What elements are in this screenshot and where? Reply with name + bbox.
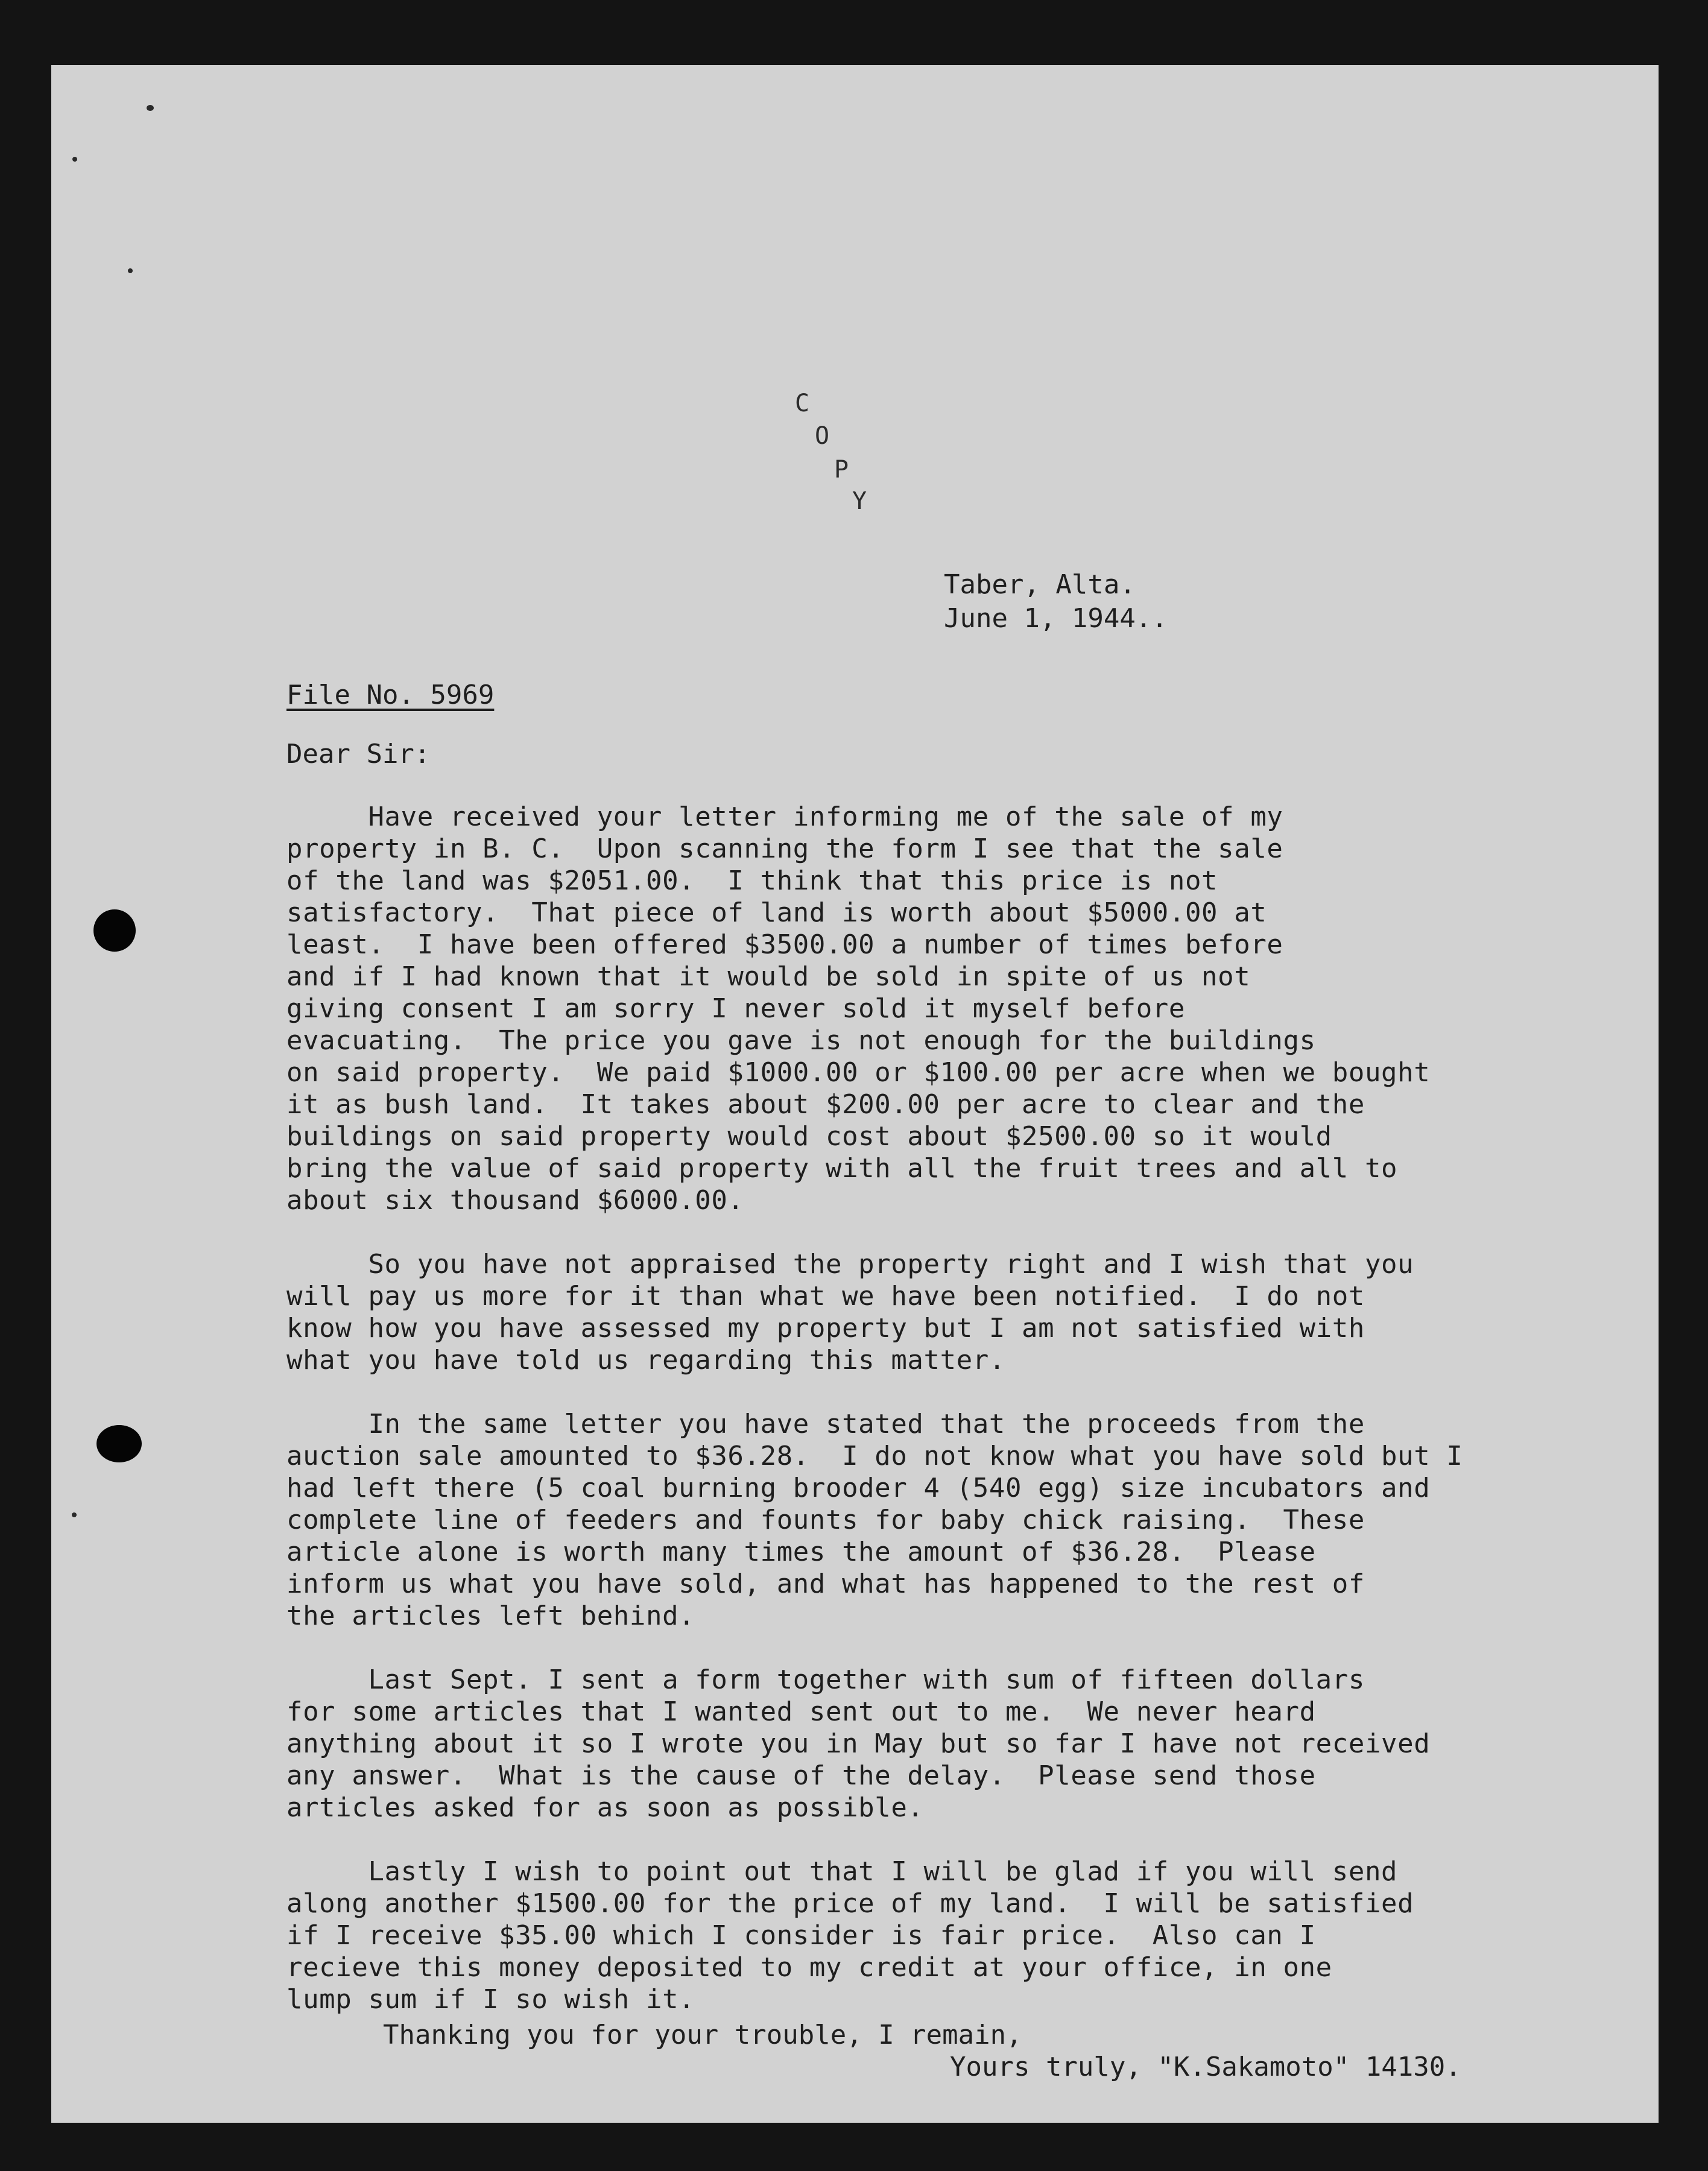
salutation: Dear Sir:: [286, 739, 431, 769]
scan-speck: [147, 105, 154, 111]
body-line: Have received your letter informing me of the sale of my: [286, 801, 1283, 832]
body-line: articles asked for as soon as possible.: [286, 1792, 924, 1823]
letter-date: June 1, 1944..: [944, 603, 1168, 634]
letter-body: [286, 801, 1649, 2015]
copy-mark-letter: O: [815, 422, 830, 450]
body-line: So you have not appraised the property right and I wish that you: [286, 1249, 1414, 1280]
body-line: it as bush land. It takes about $200.00 per acre to clear and the: [286, 1089, 1365, 1120]
body-line: Last Sept. I sent a form together with sum of fifteen dollars: [286, 1664, 1365, 1695]
body-line: anything about it so I wrote you in May but so far I have not received: [286, 1728, 1431, 1759]
body-line: any answer. What is the cause of the delay. Please send those: [286, 1760, 1316, 1791]
punch-hole-upper: [93, 909, 136, 952]
body-line: auction sale amounted to $36.28. I do not know what you have sold but I: [286, 1441, 1463, 1471]
body-line: evacuating. The price you gave is not enough for the buildings: [286, 1025, 1316, 1056]
scan-speck: [72, 1512, 77, 1517]
letter-sheet: [51, 65, 1659, 2123]
paragraph-gap: [286, 1376, 1649, 1408]
copy-mark-letter: Y: [852, 487, 867, 515]
body-line: if I receive $35.00 which I consider is fair price. Also can I: [286, 1920, 1316, 1951]
body-line: and if I had known that it would be sold in spite of us not: [286, 961, 1251, 992]
body-line: bring the value of said property with all the fruit trees and all to: [286, 1153, 1398, 1184]
file-number: File No. 5969: [286, 680, 495, 710]
scan-speck: [128, 268, 133, 273]
body-line: recieve this money deposited to my credit at your office, in one: [286, 1952, 1332, 1983]
body-line: for some articles that I wanted sent out to me. We never heard: [286, 1696, 1316, 1727]
body-line: know how you have assessed my property but I am not satisfied with: [286, 1313, 1365, 1344]
body-line: giving consent I am sorry I never sold it myself before: [286, 993, 1185, 1024]
body-line: lump sum if I so wish it.: [286, 1984, 695, 2015]
body-line: had left there (5 coal burning brooder 4 (540 egg) size incubators and: [286, 1473, 1431, 1503]
body-line: about six thousand $6000.00.: [286, 1185, 744, 1216]
body-line: property in B. C. Upon scanning the form I see that the sale: [286, 833, 1283, 864]
punch-hole-lower: [96, 1425, 142, 1462]
body-line: satisfactory. That piece of land is worth about $5000.00 at: [286, 897, 1267, 928]
body-line: of the land was $2051.00. I think that this price is not: [286, 865, 1218, 896]
body-line: what you have told us regarding this matter.: [286, 1345, 1005, 1376]
body-line: complete line of feeders and founts for baby chick raising. These: [286, 1505, 1365, 1535]
body-line: buildings on said property would cost about $2500.00 so it would: [286, 1121, 1332, 1152]
copy-mark-letter: P: [834, 456, 849, 484]
body-line: In the same letter you have stated that the proceeds from the: [286, 1409, 1365, 1439]
copy-mark-letter: C: [795, 390, 810, 417]
closing-line: Thanking you for your trouble, I remain,: [383, 2020, 1022, 2050]
body-line: inform us what you have sold, and what has happened to the rest of: [286, 1569, 1365, 1599]
signature-line: Yours truly, "K.Sakamoto" 14130.: [950, 2052, 1461, 2082]
body-line: along another $1500.00 for the price of my land. I will be satisfied: [286, 1888, 1414, 1919]
body-line: the articles left behind.: [286, 1601, 695, 1631]
letter-place: Taber, Alta.: [944, 569, 1136, 600]
paragraph-gap: [286, 1216, 1649, 1248]
body-line: article alone is worth many times the amount of $36.28. Please: [286, 1537, 1316, 1567]
body-line: Lastly I wish to point out that I will be glad if you will send: [286, 1856, 1398, 1887]
body-line: on said property. We paid $1000.00 or $100.00 per acre when we bought: [286, 1057, 1431, 1088]
paragraph-gap: [286, 1632, 1649, 1664]
body-line: will pay us more for it than what we have been notified. I do not: [286, 1281, 1365, 1312]
body-line: least. I have been offered $3500.00 a number of times before: [286, 929, 1283, 960]
paragraph-gap: [286, 1824, 1649, 1856]
scan-speck: [72, 157, 77, 162]
